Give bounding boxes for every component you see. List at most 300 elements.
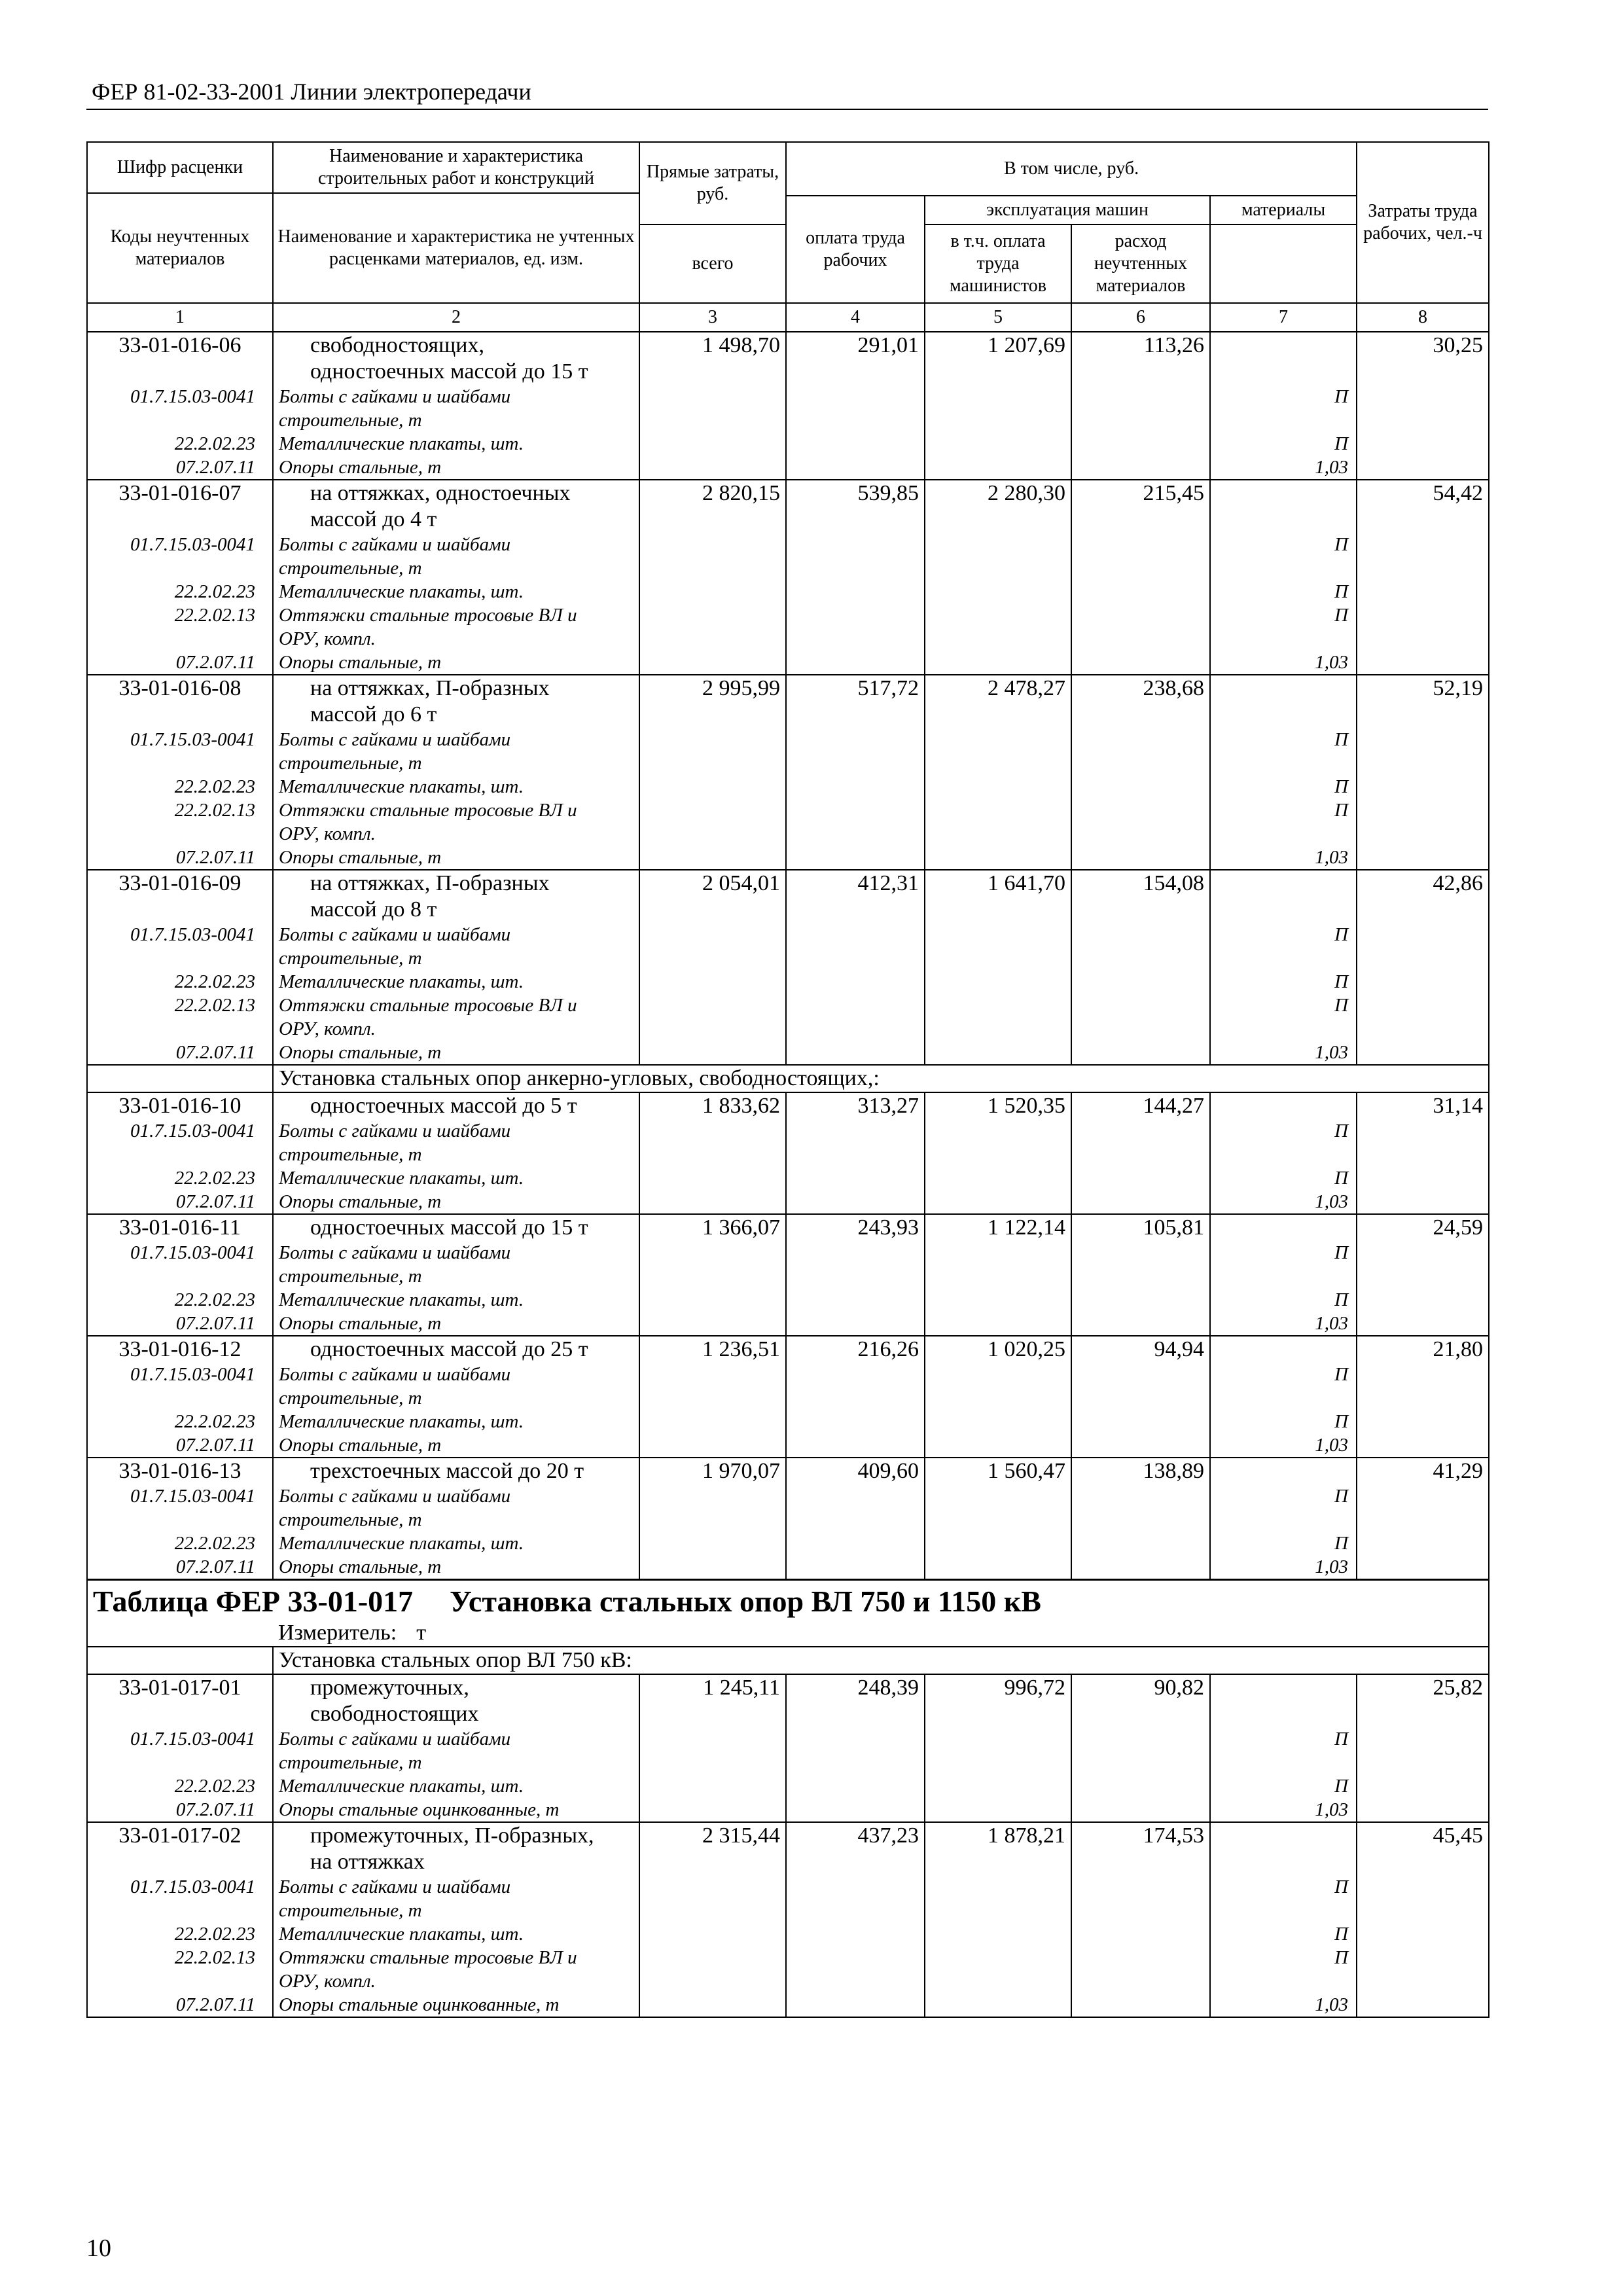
material-name xyxy=(273,385,639,432)
rate-name xyxy=(273,870,639,923)
material-quantity: П xyxy=(1210,970,1357,994)
material-row xyxy=(87,456,1489,480)
labor-hours-value: 24,59 xyxy=(1357,1214,1489,1241)
empty-cell xyxy=(925,1119,1071,1166)
machines-total-value: 2 478,27 xyxy=(925,675,1071,728)
rate-name-line: массой до 6 т xyxy=(310,702,437,726)
material-name-line: Болты с гайками и шайбами xyxy=(279,729,511,750)
material-name-line: строительные, т xyxy=(279,948,422,969)
empty-cell xyxy=(1357,994,1489,1041)
material-name xyxy=(273,1410,639,1433)
material-name-line: строительные, т xyxy=(279,558,422,579)
material-quantity: 1,03 xyxy=(1210,1555,1357,1580)
operator-pay-value: 90,82 xyxy=(1071,1674,1210,1727)
material-name xyxy=(273,1875,639,1922)
uncounted-materials-value xyxy=(1210,1822,1357,1875)
empty-cell xyxy=(1071,1798,1210,1822)
empty-cell xyxy=(1071,1166,1210,1190)
empty-cell xyxy=(1071,1288,1210,1312)
material-code: 22.2.02.23 xyxy=(87,432,273,456)
material-row xyxy=(87,1288,1489,1312)
empty-cell xyxy=(786,775,925,798)
header-material-names: Наименование и характеристика не учтенных расценками материалов, ед. изм. xyxy=(273,193,639,303)
empty-cell xyxy=(639,1774,786,1798)
empty-cell xyxy=(786,1774,925,1798)
meter-row xyxy=(87,1620,1489,1647)
empty-cell xyxy=(925,1798,1071,1822)
material-name-line: строительные, т xyxy=(279,1266,422,1287)
material-code: 07.2.07.11 xyxy=(87,1312,273,1336)
worker-pay-value: 243,93 xyxy=(786,1214,925,1241)
material-name xyxy=(273,1993,639,2017)
material-code: 22.2.02.23 xyxy=(87,580,273,603)
empty-cell xyxy=(1071,651,1210,675)
empty-cell xyxy=(1071,775,1210,798)
empty-cell xyxy=(639,385,786,432)
rate-row xyxy=(87,1822,1489,1875)
material-quantity: 1,03 xyxy=(1210,1433,1357,1458)
material-name-line: Металлические плакаты, шт. xyxy=(279,971,524,992)
material-quantity: П xyxy=(1210,1875,1357,1922)
empty-cell xyxy=(639,994,786,1041)
material-name-line: Опоры стальные, т xyxy=(279,1191,442,1212)
empty-cell xyxy=(1071,798,1210,846)
machines-total-value: 1 207,69 xyxy=(925,332,1071,385)
empty-cell xyxy=(1357,385,1489,432)
material-code: 07.2.07.11 xyxy=(87,1555,273,1580)
rates-table xyxy=(86,141,1489,2018)
header-worker-pay: оплата труда рабочих xyxy=(786,196,925,303)
material-quantity: П xyxy=(1210,1727,1357,1774)
labor-hours-value: 30,25 xyxy=(1357,332,1489,385)
material-code: 07.2.07.11 xyxy=(87,1041,273,1065)
material-row xyxy=(87,1119,1489,1166)
meter-text xyxy=(273,1620,1489,1647)
empty-cell xyxy=(1357,580,1489,603)
material-name-line: Металлические плакаты, шт. xyxy=(279,581,524,602)
header-rate-code: Шифр расценки xyxy=(87,142,273,193)
empty-cell xyxy=(639,846,786,870)
empty-cell xyxy=(1071,1532,1210,1555)
material-quantity: П xyxy=(1210,432,1357,456)
material-name-line: Опоры стальные, т xyxy=(279,1435,442,1456)
material-row xyxy=(87,1774,1489,1798)
empty-cell xyxy=(1357,651,1489,675)
material-name xyxy=(273,1041,639,1065)
material-code: 07.2.07.11 xyxy=(87,456,273,480)
page-number: 10 xyxy=(86,2234,111,2262)
material-name-line: строительные, т xyxy=(279,1752,422,1773)
rate-row xyxy=(87,1674,1489,1727)
empty-cell xyxy=(786,1041,925,1065)
material-name xyxy=(273,1532,639,1555)
material-row xyxy=(87,1410,1489,1433)
empty-cell xyxy=(1071,970,1210,994)
material-quantity: П xyxy=(1210,1922,1357,1946)
empty-cell xyxy=(1357,775,1489,798)
material-quantity: П xyxy=(1210,728,1357,775)
machines-total-value: 1 122,14 xyxy=(925,1214,1071,1241)
material-quantity: П xyxy=(1210,994,1357,1041)
section-row xyxy=(87,1065,1489,1092)
uncounted-materials-value xyxy=(1210,1092,1357,1119)
empty-cell xyxy=(1357,846,1489,870)
direct-costs-value: 1 833,62 xyxy=(639,1092,786,1119)
material-quantity: П xyxy=(1210,1774,1357,1798)
material-name-line: строительные, т xyxy=(279,1388,422,1408)
empty-cell xyxy=(1357,1433,1489,1458)
worker-pay-value: 437,23 xyxy=(786,1822,925,1875)
material-name-line: Болты с гайками и шайбами xyxy=(279,1876,511,1897)
worker-pay-value: 539,85 xyxy=(786,480,925,533)
rate-row xyxy=(87,1214,1489,1241)
material-quantity: П xyxy=(1210,1166,1357,1190)
empty-cell xyxy=(925,385,1071,432)
empty-cell xyxy=(639,1041,786,1065)
material-name xyxy=(273,923,639,970)
empty-cell xyxy=(786,728,925,775)
uncounted-materials-value xyxy=(1210,1458,1357,1484)
empty-cell xyxy=(1071,923,1210,970)
labor-hours-value: 54,42 xyxy=(1357,480,1489,533)
empty-cell xyxy=(925,994,1071,1041)
empty-cell xyxy=(639,970,786,994)
section-heading: Установка стальных опор анкерно-угловых, свободностоящих,: xyxy=(273,1065,1489,1092)
empty-cell xyxy=(639,1190,786,1214)
empty-cell xyxy=(1357,1993,1489,2017)
rate-name-line: одностоечных массой до 5 т xyxy=(310,1094,577,1118)
material-name-line: Опоры стальные оцинкованные, т xyxy=(279,1994,560,2015)
direct-costs-value: 2 820,15 xyxy=(639,480,786,533)
material-code: 22.2.02.13 xyxy=(87,994,273,1041)
material-quantity: П xyxy=(1210,923,1357,970)
material-name xyxy=(273,1190,639,1214)
empty-cell xyxy=(925,1041,1071,1065)
uncounted-materials-value xyxy=(1210,1214,1357,1241)
empty-cell xyxy=(1357,1041,1489,1065)
material-code: 22.2.02.13 xyxy=(87,798,273,846)
empty-cell xyxy=(925,1555,1071,1580)
empty-cell xyxy=(925,775,1071,798)
material-name xyxy=(273,533,639,580)
rate-name-line: на оттяжках xyxy=(310,1850,425,1874)
empty-cell xyxy=(925,580,1071,603)
empty-cell xyxy=(925,1190,1071,1214)
empty-cell xyxy=(786,970,925,994)
rate-code: 33-01-017-01 xyxy=(87,1674,273,1727)
empty-cell xyxy=(1357,1312,1489,1336)
rate-code: 33-01-016-11 xyxy=(87,1214,273,1241)
material-row xyxy=(87,432,1489,456)
rate-name xyxy=(273,1458,639,1484)
empty-cell xyxy=(1071,1922,1210,1946)
empty-cell xyxy=(1071,1190,1210,1214)
material-name-line: ОРУ, компл. xyxy=(279,1971,376,1992)
material-code: 22.2.02.23 xyxy=(87,1166,273,1190)
material-quantity: П xyxy=(1210,580,1357,603)
table-body xyxy=(87,332,1489,2017)
operator-pay-value: 154,08 xyxy=(1071,870,1210,923)
material-row xyxy=(87,1433,1489,1458)
column-number: 1 xyxy=(87,303,273,332)
table-title-row xyxy=(87,1580,1489,1621)
material-quantity: П xyxy=(1210,1288,1357,1312)
material-row xyxy=(87,1041,1489,1065)
rate-name-line: свободностоящих xyxy=(310,1702,479,1726)
empty-cell xyxy=(1357,1410,1489,1433)
worker-pay-value: 216,26 xyxy=(786,1336,925,1363)
material-code: 01.7.15.03-0041 xyxy=(87,1363,273,1410)
material-code: 22.2.02.13 xyxy=(87,603,273,651)
operator-pay-value: 105,81 xyxy=(1071,1214,1210,1241)
material-name xyxy=(273,1288,639,1312)
rate-name-line: на оттяжках, одностоечных xyxy=(310,481,571,505)
empty-cell xyxy=(786,603,925,651)
material-code: 01.7.15.03-0041 xyxy=(87,385,273,432)
material-name xyxy=(273,775,639,798)
material-name-line: Металлические плакаты, шт. xyxy=(279,1411,524,1432)
material-quantity: П xyxy=(1210,1532,1357,1555)
empty-cell xyxy=(639,1119,786,1166)
rate-name xyxy=(273,332,639,385)
empty-cell xyxy=(786,1119,925,1166)
empty-cell xyxy=(87,1647,273,1674)
header-operator-pay: в т.ч. оплата труда машинистов xyxy=(925,224,1071,303)
material-code: 22.2.02.23 xyxy=(87,1410,273,1433)
empty-cell xyxy=(1357,1119,1489,1166)
meter-unit: т xyxy=(416,1621,427,1645)
uncounted-materials-value xyxy=(1210,870,1357,923)
column-number: 2 xyxy=(273,303,639,332)
column-number: 7 xyxy=(1210,303,1357,332)
empty-cell xyxy=(639,798,786,846)
rate-code: 33-01-016-10 xyxy=(87,1092,273,1119)
material-row xyxy=(87,1241,1489,1288)
material-name-line: Металлические плакаты, шт. xyxy=(279,1776,524,1797)
material-name xyxy=(273,798,639,846)
material-code: 01.7.15.03-0041 xyxy=(87,1727,273,1774)
material-row xyxy=(87,728,1489,775)
material-name xyxy=(273,1433,639,1458)
rate-name-line: массой до 8 т xyxy=(310,897,437,922)
empty-cell xyxy=(786,385,925,432)
material-quantity: П xyxy=(1210,603,1357,651)
material-name-line: Опоры стальные, т xyxy=(279,1042,442,1063)
empty-cell xyxy=(1071,432,1210,456)
material-quantity: 1,03 xyxy=(1210,846,1357,870)
direct-costs-value: 2 054,01 xyxy=(639,870,786,923)
material-name xyxy=(273,1484,639,1532)
material-name xyxy=(273,1727,639,1774)
empty-cell xyxy=(786,432,925,456)
material-name xyxy=(273,1312,639,1336)
empty-cell xyxy=(639,1727,786,1774)
material-quantity: 1,03 xyxy=(1210,1312,1357,1336)
empty-cell xyxy=(639,1166,786,1190)
empty-cell xyxy=(1357,728,1489,775)
operator-pay-value: 174,53 xyxy=(1071,1822,1210,1875)
header-materials: материалы xyxy=(1210,196,1357,224)
empty-cell xyxy=(1357,1922,1489,1946)
empty-cell xyxy=(786,1727,925,1774)
empty-cell xyxy=(639,1288,786,1312)
material-row xyxy=(87,1727,1489,1774)
material-name xyxy=(273,651,639,675)
material-name-line: Опоры стальные, т xyxy=(279,1313,442,1334)
material-name-line: строительные, т xyxy=(279,410,422,431)
empty-cell xyxy=(639,1555,786,1580)
empty-cell xyxy=(925,1433,1071,1458)
empty-cell xyxy=(1357,1363,1489,1410)
material-code: 01.7.15.03-0041 xyxy=(87,923,273,970)
material-name-line: Оттяжки стальные тросовые ВЛ и xyxy=(279,1947,577,1968)
empty-cell xyxy=(1357,1288,1489,1312)
material-code: 07.2.07.11 xyxy=(87,651,273,675)
material-name-line: Болты с гайками и шайбами xyxy=(279,534,511,555)
empty-cell xyxy=(925,1946,1071,1993)
material-row xyxy=(87,970,1489,994)
operator-pay-value: 215,45 xyxy=(1071,480,1210,533)
operator-pay-value: 144,27 xyxy=(1071,1092,1210,1119)
machines-total-value: 996,72 xyxy=(925,1674,1071,1727)
operator-pay-value: 138,89 xyxy=(1071,1458,1210,1484)
material-code: 01.7.15.03-0041 xyxy=(87,728,273,775)
machines-total-value: 1 641,70 xyxy=(925,870,1071,923)
material-name-line: Опоры стальные, т xyxy=(279,652,442,673)
rate-name-line: промежуточных, xyxy=(310,1676,469,1700)
empty-cell xyxy=(639,580,786,603)
rate-row xyxy=(87,1336,1489,1363)
material-name-line: Болты с гайками и шайбами xyxy=(279,924,511,945)
material-code: 22.2.02.23 xyxy=(87,775,273,798)
rate-name-line: одностоечных массой до 15 т xyxy=(310,359,588,384)
material-name-line: Опоры стальные оцинкованные, т xyxy=(279,1799,560,1820)
empty-cell xyxy=(925,1484,1071,1532)
empty-cell xyxy=(786,1922,925,1946)
rate-name-line: свободностоящих, xyxy=(310,333,484,357)
rate-code: 33-01-016-09 xyxy=(87,870,273,923)
material-row xyxy=(87,1993,1489,2017)
material-name-line: ОРУ, компл. xyxy=(279,1018,376,1039)
material-quantity: П xyxy=(1210,1946,1357,1993)
material-name-line: строительные, т xyxy=(279,1900,422,1921)
labor-hours-value: 21,80 xyxy=(1357,1336,1489,1363)
empty-cell xyxy=(1071,1241,1210,1288)
material-quantity: 1,03 xyxy=(1210,456,1357,480)
direct-costs-value: 1 970,07 xyxy=(639,1458,786,1484)
material-name xyxy=(273,1363,639,1410)
material-name xyxy=(273,580,639,603)
empty-cell xyxy=(1071,728,1210,775)
material-name xyxy=(273,456,639,480)
table-title xyxy=(87,1580,1489,1621)
material-name-line: строительные, т xyxy=(279,753,422,774)
worker-pay-value: 412,31 xyxy=(786,870,925,923)
material-name xyxy=(273,603,639,651)
column-number: 6 xyxy=(1071,303,1210,332)
rate-name-line: одностоечных массой до 15 т xyxy=(310,1215,588,1240)
rate-name-line: одностоечных массой до 25 т xyxy=(310,1337,588,1361)
empty-cell xyxy=(1071,1774,1210,1798)
rate-name xyxy=(273,1214,639,1241)
empty-cell xyxy=(1071,533,1210,580)
material-name-line: Болты с гайками и шайбами xyxy=(279,1242,511,1263)
empty-cell xyxy=(786,994,925,1041)
empty-cell xyxy=(639,1993,786,2017)
empty-cell xyxy=(786,1363,925,1410)
labor-hours-value: 31,14 xyxy=(1357,1092,1489,1119)
material-name-line: Оттяжки стальные тросовые ВЛ и xyxy=(279,800,577,821)
header-including: В том числе, руб. xyxy=(786,142,1357,196)
material-quantity: П xyxy=(1210,1484,1357,1532)
material-name-line: Металлические плакаты, шт. xyxy=(279,1924,524,1945)
rate-row xyxy=(87,480,1489,533)
material-code: 22.2.02.23 xyxy=(87,970,273,994)
material-name-line: Болты с гайками и шайбами xyxy=(279,1729,511,1749)
empty-cell xyxy=(1071,1946,1210,1993)
empty-cell xyxy=(925,651,1071,675)
material-quantity: П xyxy=(1210,1363,1357,1410)
material-name-line: Болты с гайками и шайбами xyxy=(279,1486,511,1507)
material-code: 07.2.07.11 xyxy=(87,1190,273,1214)
material-code: 07.2.07.11 xyxy=(87,1993,273,2017)
material-row xyxy=(87,1532,1489,1555)
empty-cell xyxy=(639,1946,786,1993)
material-name xyxy=(273,1774,639,1798)
worker-pay-value: 248,39 xyxy=(786,1674,925,1727)
material-quantity: 1,03 xyxy=(1210,1798,1357,1822)
material-row xyxy=(87,385,1489,432)
empty-cell xyxy=(925,1410,1071,1433)
empty-cell xyxy=(1357,1484,1489,1532)
empty-cell xyxy=(639,456,786,480)
material-code: 07.2.07.11 xyxy=(87,1433,273,1458)
material-quantity: 1,03 xyxy=(1210,1041,1357,1065)
material-row xyxy=(87,846,1489,870)
empty-cell xyxy=(1357,1555,1489,1580)
empty-cell xyxy=(925,1312,1071,1336)
material-name xyxy=(273,432,639,456)
empty-cell xyxy=(639,432,786,456)
material-row xyxy=(87,923,1489,970)
column-number: 5 xyxy=(925,303,1071,332)
empty-cell xyxy=(786,1484,925,1532)
material-name-line: строительные, т xyxy=(279,1509,422,1530)
material-row xyxy=(87,1363,1489,1410)
header-machines-total: всего xyxy=(639,224,786,303)
material-name-line: Опоры стальные, т xyxy=(279,457,442,478)
header-machines: эксплуатация машин xyxy=(925,196,1210,224)
material-quantity: П xyxy=(1210,1119,1357,1166)
empty-cell xyxy=(639,1410,786,1433)
empty-cell xyxy=(925,1774,1071,1798)
material-quantity: 1,03 xyxy=(1210,651,1357,675)
header-direct-costs: Прямые затраты, руб. xyxy=(639,142,786,224)
empty-cell xyxy=(639,1875,786,1922)
empty-cell xyxy=(1071,1041,1210,1065)
material-name xyxy=(273,1119,639,1166)
empty-cell xyxy=(925,798,1071,846)
material-code: 22.2.02.13 xyxy=(87,1946,273,1993)
empty-cell xyxy=(639,1798,786,1822)
material-row xyxy=(87,1798,1489,1822)
operator-pay-value: 113,26 xyxy=(1071,332,1210,385)
empty-cell xyxy=(925,1166,1071,1190)
rate-name-line: трехстоечных массой до 20 т xyxy=(310,1459,584,1483)
rate-row xyxy=(87,332,1489,385)
empty-cell xyxy=(786,651,925,675)
worker-pay-value: 517,72 xyxy=(786,675,925,728)
